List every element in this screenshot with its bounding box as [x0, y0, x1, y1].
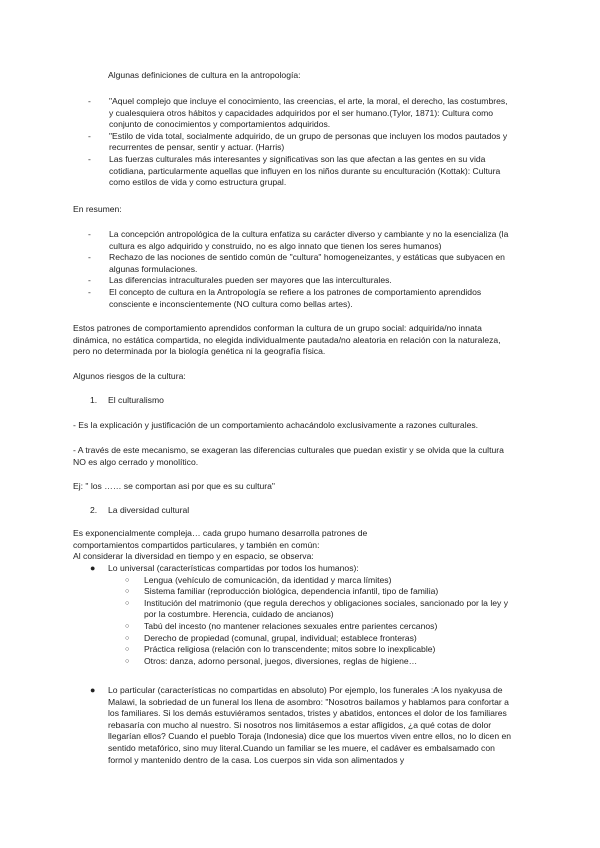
circle-marker: ○ — [125, 646, 130, 654]
list-item: ○ Lengua (vehículo de comunicación, da identidad y marca límites) — [125, 574, 392, 585]
list-item: - "Aquel complejo que incluye el conocimiento, las creencias, el arte, la moral, el derecho, las costumbres, y cualesquiera otros hábitos y capacidades adquiridos por el ser humano.(Tylor, 1871): Cultura como conjunto de conocimientos y comportamientos adquiridos. — [88, 96, 508, 130]
list-item: - "Estilo de vida total, socialmente adquirido, de un grupo de personas que incluyen los modos pautados y recurrentes de pensar, sentir y actuar. (Harris) — [88, 130, 508, 153]
list-item: ○ Derecho de propiedad (comunal, grupal, individual; establece fronteras) — [125, 632, 417, 643]
list-item: ○ Institución del matrimonio (que regula derechos y obligaciones sociales, sancionado por la ley y por la costumbre. Herencia, cuidado de ancianos) — [125, 597, 509, 620]
dash-marker: - — [88, 96, 91, 106]
dash-marker: - — [88, 252, 91, 263]
summary-list — [88, 229, 513, 310]
page-heading: Algunas definiciones de cultura en la antropología: — [108, 70, 301, 80]
list-item: - Las diferencias intraculturales pueden ser mayores que las interculturales. — [88, 275, 392, 286]
circle-marker: ○ — [125, 657, 130, 665]
circle-marker: ○ — [125, 599, 130, 607]
list-item: - La concepción antropológica de la cultura enfatiza su carácter diverso y cambiante y no la esencializa (la cultura es algo adquirido y construido, no es algo innato que tienen los seres humanos) — [88, 229, 509, 251]
culturalismo-mechanism: - A través de este mecanismo, se exageran las diferencias culturales que puedan existir y se olvida que la cultura NO es algo cerrado y monolítico. — [73, 445, 504, 467]
diversity-intro: Es exponencialmente compleja… cada grupo humano desarrolla patrones de comportamientos compartidos particulares, y también en común: Al considerar la diversidad en tiempo y en espacio, se observa: — [73, 528, 368, 562]
bullet-marker: ● — [90, 685, 96, 695]
list-item: - El concepto de cultura en la Antropología se refiere a los patrones de comportamiento aprendidos consciente e inconscientemente (NO cultura como bellas artes). — [88, 286, 482, 309]
list-item: - Rechazo de las nociones de sentido común de "cultura" homogeneizantes, y estáticas que subyacen en algunas formulaciones. — [88, 252, 505, 274]
list-item: ○ Práctica religiosa (relación con lo transcendente; mitos sobre lo inexplicable) — [125, 644, 436, 655]
list-item: ○ Sistema familiar (reproducción biológica, dependencia infantil, tipo de familia) — [125, 586, 439, 597]
dash-marker: - — [88, 229, 91, 239]
dash-marker: - — [88, 286, 91, 297]
patterns-paragraph: Estos patrones de comportamiento aprendidos conforman la cultura de un grupo social: adquirida/no innata dinámica, no estática compartida, no elegida individualmente pautada/no aleatoria en relación con la naturaleza, pero no determinada por la biología genética ni la geografía física. — [73, 323, 501, 357]
list-item: ○ Otros: danza, adorno personal, juegos, diversiones, reglas de higiene… — [125, 655, 418, 666]
particular-list — [90, 685, 513, 766]
dash-marker: - — [88, 275, 91, 286]
circle-marker: ○ — [125, 588, 130, 596]
universal-list — [90, 563, 513, 667]
definitions-list — [88, 96, 513, 189]
list-item: ○ Tabú del incesto (no mantener relaciones sexuales entre parientes cercanos) — [125, 620, 438, 631]
circle-marker: ○ — [125, 634, 130, 642]
circle-marker: ○ — [125, 576, 130, 584]
risk-diversidad: 2. La diversidad cultural — [90, 505, 190, 515]
dash-marker: - — [88, 153, 91, 164]
list-item: ● Lo particular (características no compartidas en absoluto) Por ejemplo, los funerales :A los nyakyusa de Malawi, la sobriedad de un funeral los llena de asombro: "Nosotros bailamos y hablamos para confortar a los familiares. Si los demás estuviéramos sentados, tristes y abatidos, entonces el dolor de los familiares rebasaría con mucho al nuestro. Si nosotros nos limitásemos a estar afligidos, ¿a qué cotas de dolor llegarían ellos? Cuando el pueblo Toraja (Indonesia) dice que los muertos viven entre ellos, no lo dicen en sentido metafórico, sino muy literal.Cuando un familiar se les muere, el cadáver es embalsamado con formol y mantenido dentro de la casa. Los cuerpos sin vida son alimentados y — [90, 685, 512, 765]
summary-heading: En resumen: — [73, 204, 122, 214]
bullet-marker: ● — [90, 563, 96, 573]
list-item: ● Lo universal (características compartidas por todos los humanos): ○ Lengua (vehículo de comunicación, da identidad y marca límites) ○ Sistema familiar (reproducción biológica, dependencia infantil, tipo de familia) ○ Institución del matrimonio (que regula derechos y obligaciones sociales, sancionado por la ley y por la costumbre. Herencia, cuidado de ancianos) ○ Tabú del incesto (no mantener relaciones sexuales entre parientes cercanos) ○ Derecho de propiedad (comunal, grupal, individual; establece fronteras) ○ Práctica religiosa (relación con lo transcendente; mitos sobre lo inexplicable) ○ Otros: danza, adorno personal, juegos, diversiones, reglas de higiene… — [90, 563, 513, 667]
universal-sublist — [108, 575, 513, 668]
circle-marker: ○ — [125, 622, 130, 630]
culturalismo-definition: - Es la explicación y justificación de un comportamiento achacándolo exclusivamente a razones culturales. — [73, 420, 479, 430]
risk-culturalismo: 1. El culturalismo — [90, 395, 164, 405]
culturalismo-example: Ej: " los …… se comportan asi por que es su cultura" — [73, 481, 275, 491]
dash-marker: - — [88, 130, 91, 141]
list-item: - Las fuerzas culturales más interesantes y significativas son las que afectan a las gentes en su vida cotidiana, particularmente aquellas que influyen en los niños durante su enculturación (Kottak): Cultura como estilos de vida y como estructura grupal. — [88, 153, 501, 188]
risks-heading: Algunos riesgos de la cultura: — [73, 371, 186, 381]
